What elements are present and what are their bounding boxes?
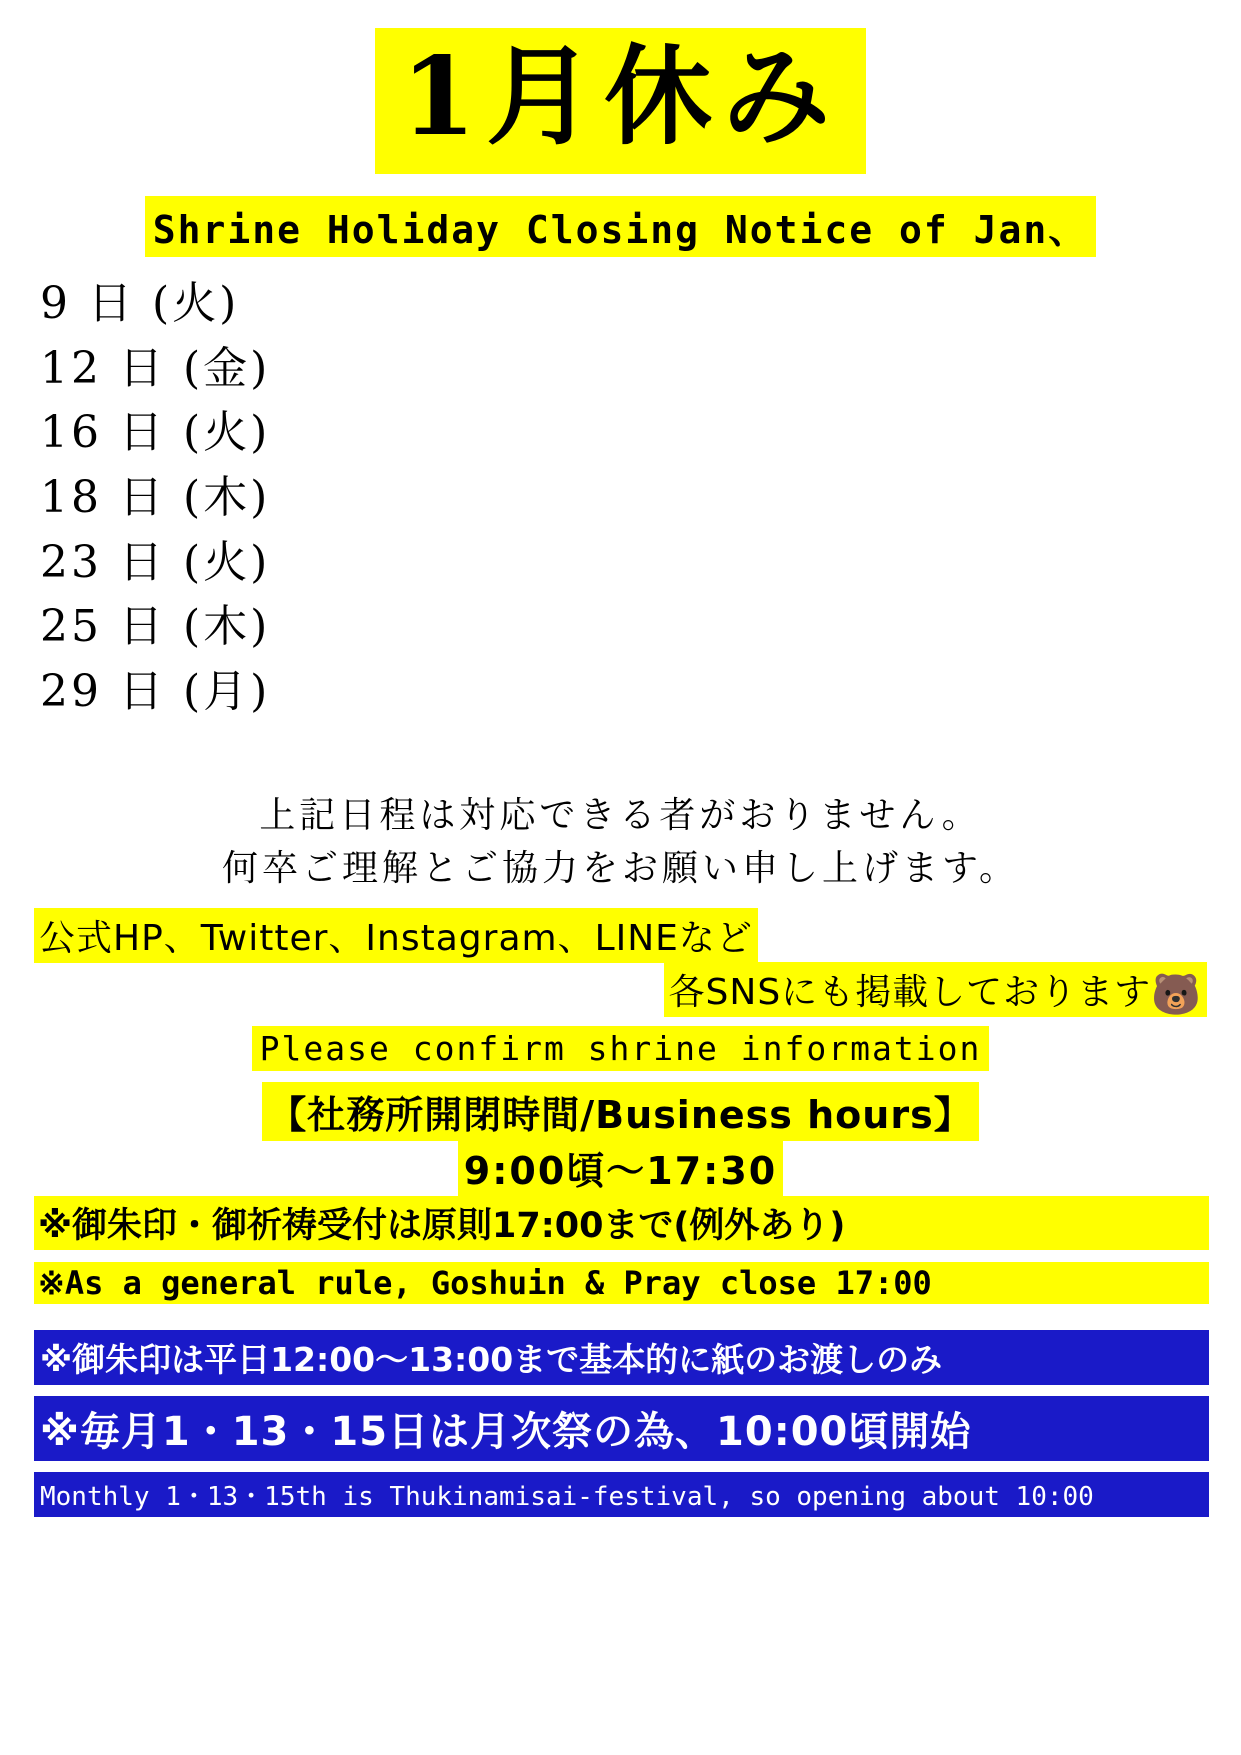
note-weekday-band bbox=[34, 1330, 1209, 1385]
note-goshuin-jp: ※御朱印・御祈祷受付は原則17:00まで(例外あり) bbox=[38, 1206, 846, 1246]
note-monthly-en-band bbox=[34, 1472, 1209, 1517]
sns-line-2 bbox=[664, 962, 1207, 1017]
list-item: 29 日 (月) bbox=[40, 666, 271, 718]
page-subtitle: Shrine Holiday Closing Notice of Jan、 bbox=[145, 196, 1097, 257]
subtitle-row bbox=[0, 196, 1241, 257]
note-monthly-band bbox=[34, 1396, 1209, 1461]
confirm-row bbox=[0, 1026, 1241, 1071]
list-item: 23 日 (火) bbox=[40, 536, 271, 588]
page-title: 1月休み bbox=[375, 28, 866, 174]
business-hours-heading: 【社務所開閉時間/Business hours】 bbox=[262, 1082, 978, 1141]
business-hours-heading-row bbox=[0, 1082, 1241, 1141]
business-hours-time: 9:00頃〜17:30 bbox=[458, 1138, 783, 1197]
note-goshuin-jp-band bbox=[34, 1196, 1209, 1250]
note-goshuin-en-band bbox=[34, 1262, 1209, 1304]
list-item: 16 日 (火) bbox=[40, 407, 271, 459]
list-item: 9 日 (火) bbox=[40, 278, 240, 329]
sns-line-1-row bbox=[34, 908, 758, 963]
list-item: 25 日 (木) bbox=[40, 601, 271, 653]
notice-line-1: 上記日程は対応できる者がおりません。 bbox=[259, 795, 982, 836]
notice-paragraph bbox=[0, 790, 1241, 895]
list-item: 18 日 (木) bbox=[40, 472, 271, 524]
confirm-shrine-info: Please confirm shrine information bbox=[252, 1026, 990, 1071]
sns-line-2-row bbox=[0, 962, 1207, 1017]
business-hours-time-row bbox=[0, 1138, 1241, 1197]
notice-line-2: 何卒ご理解とご協力をお願い申し上げます。 bbox=[221, 847, 1020, 889]
note-monthly-jp: ※毎月1・13・15日は月次祭の為、10:00頃開始 bbox=[40, 1409, 972, 1455]
closed-dates-list bbox=[40, 272, 460, 725]
sns-line-1: 公式HP、Twitter、Instagram、LINEなど bbox=[34, 908, 758, 963]
note-weekday-jp: ※御朱印は平日12:00〜13:00まで基本的に紙のお渡しのみ bbox=[40, 1340, 943, 1379]
note-goshuin-en: ※As a general rule, Goshuin & Pray close 17:00 bbox=[38, 1264, 932, 1302]
sns-line-2-text: 各SNSにも掲載しております bbox=[668, 972, 1152, 1013]
list-item: 12 日 (金) bbox=[40, 342, 271, 394]
note-monthly-en: Monthly 1・13・15th is Thukinamisai-festival, so opening about 10:00 bbox=[40, 1482, 1094, 1512]
title-row bbox=[0, 28, 1241, 174]
bear-icon: 🐻 bbox=[1151, 972, 1202, 1018]
